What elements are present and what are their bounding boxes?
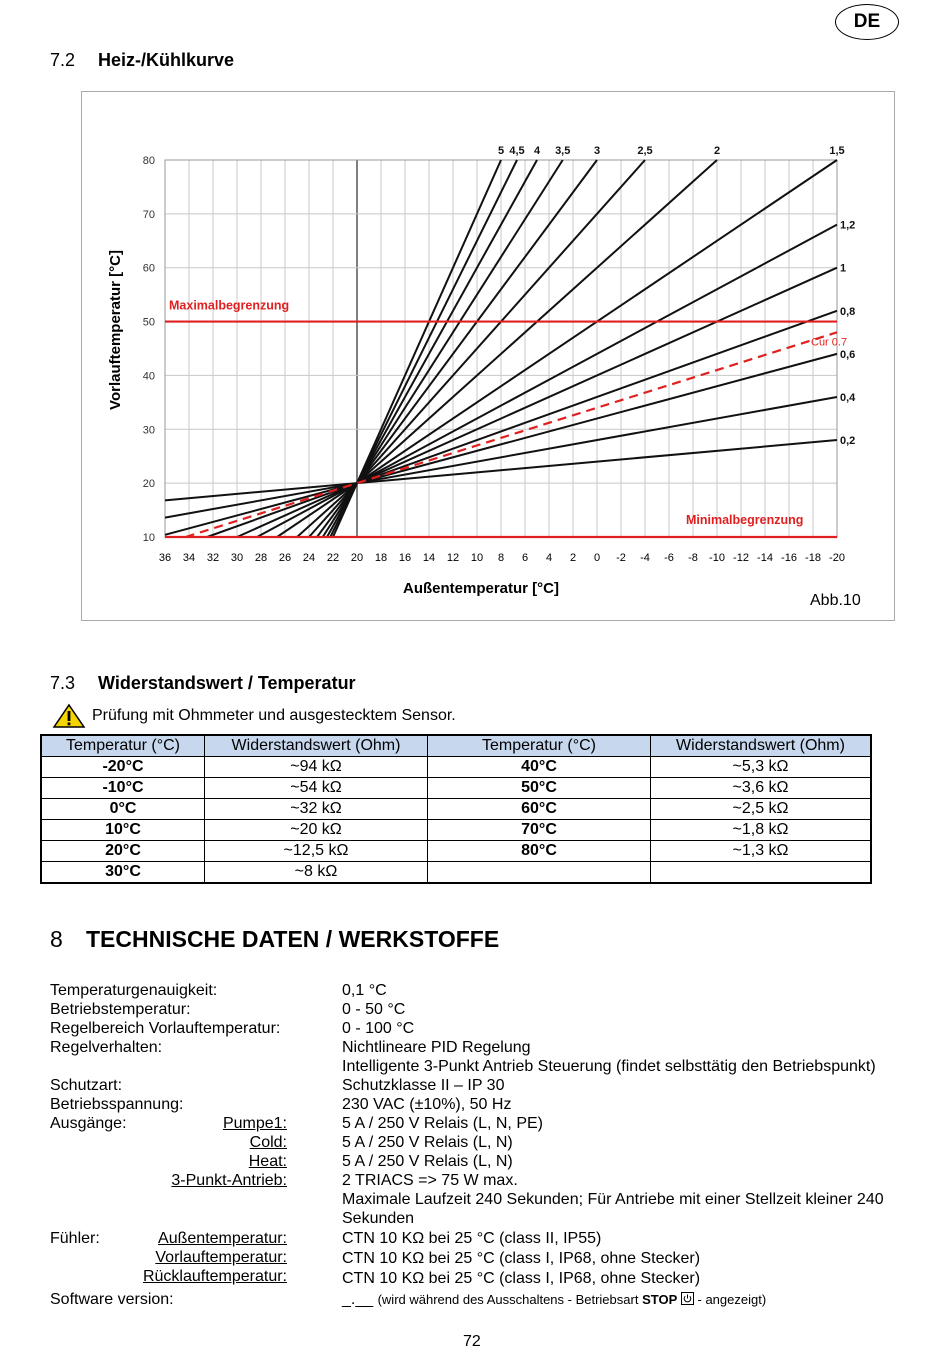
section-number: 8: [50, 926, 63, 952]
table-cell: ~2,5 kΩ: [651, 799, 872, 820]
y-tick-label: 20: [142, 478, 155, 491]
heating-curve-line: [257, 225, 837, 537]
table-cell: ~20 kΩ: [205, 820, 428, 841]
spec-value: 2 TRIACS => 75 W max.: [342, 1172, 518, 1189]
spec-label: Ausgänge:: [50, 1115, 127, 1132]
x-tick-label: 16: [398, 552, 412, 564]
table-cell: ~1,8 kΩ: [651, 820, 872, 841]
spec-label: Software version:: [50, 1291, 174, 1308]
x-tick-label: -18: [805, 552, 821, 564]
current-curve-label: Cur 0.7: [811, 336, 848, 349]
spec-sublabel: Rücklauftemperatur:: [142, 1268, 287, 1285]
curve-label: 1: [840, 262, 847, 275]
stop-label: STOP: [642, 1292, 678, 1307]
spec-label: Temperaturgenauigkeit:: [50, 982, 218, 999]
table-row: [41, 820, 871, 841]
spec-value: 5 A / 250 V Relais (L, N): [342, 1134, 513, 1151]
y-axis-label: Vorlauftemperatur [°C]: [107, 250, 124, 410]
column-header: Temperatur (°C): [41, 735, 205, 757]
spec-sublabel: Außentemperatur:: [158, 1230, 287, 1247]
curve-label: 0,8: [840, 305, 856, 318]
spec-value: 5 A / 250 V Relais (L, N, PE): [342, 1115, 543, 1132]
spec-value: Nichtlineare PID Regelung: [342, 1039, 531, 1056]
spec-label: Fühler:: [50, 1230, 100, 1247]
y-tick-label: 60: [142, 262, 155, 275]
spec-value: CTN 10 KΩ bei 25 °C (class I, IP68, ohne Stecker): [342, 1270, 701, 1287]
table-cell: 70°C: [428, 820, 651, 841]
curve-label: 5: [497, 145, 505, 157]
table-cell: 0°C: [41, 799, 205, 820]
spec-value: CTN 10 KΩ bei 25 °C (class II, IP55): [342, 1230, 602, 1247]
x-tick-label: -16: [781, 552, 797, 564]
table-row: [41, 778, 871, 799]
x-tick-label: -12: [733, 552, 749, 564]
x-tick-label: 34: [182, 552, 196, 564]
x-tick-label: 0: [593, 552, 601, 564]
x-tick-label: 2: [569, 552, 577, 564]
x-tick-label: -2: [616, 552, 626, 564]
x-tick-label: -10: [709, 552, 725, 564]
current-curve-line: [186, 332, 837, 537]
heating-curve-line: [207, 311, 837, 537]
curve-label: 0,4: [840, 391, 856, 404]
x-tick-label: 4: [545, 552, 553, 564]
curve-label: 1,5: [829, 145, 845, 157]
table-cell: 30°C: [41, 862, 205, 884]
spec-value: 230 VAC (±10%), 50 Hz: [342, 1096, 512, 1113]
spec-label: Regelverhalten:: [50, 1039, 163, 1056]
x-tick-label: 36: [158, 552, 172, 564]
column-header: Widerstandswert (Ohm): [651, 735, 872, 757]
table-header-row: [41, 735, 871, 757]
x-tick-label: 18: [374, 552, 388, 564]
table-cell: -10°C: [41, 778, 205, 799]
min-limit-label: Minimalbegrenzung: [686, 513, 804, 527]
spec-sublabel: Cold:: [249, 1134, 287, 1151]
spec-value: 0 - 100 °C: [342, 1020, 415, 1037]
spec-value: [342, 1290, 766, 1309]
spec-value: Intelligente 3-Punkt Antrieb Steuerung (findet selbsttätig den Betriebspunkt): [342, 1058, 876, 1075]
x-tick-label: 22: [326, 552, 340, 564]
spec-value: CTN 10 KΩ bei 25 °C (class I, IP68, ohne Stecker): [342, 1250, 701, 1267]
table-row: [41, 841, 871, 862]
table-cell: 10°C: [41, 820, 205, 841]
table-cell: 60°C: [428, 799, 651, 820]
spec-label: Betriebsspannung:: [50, 1096, 184, 1113]
x-tick-label: 28: [254, 552, 268, 564]
table-cell: ~3,6 kΩ: [651, 778, 872, 799]
y-tick-label: 50: [142, 316, 155, 329]
table-row: [41, 799, 871, 820]
language-badge: DE: [835, 4, 899, 40]
section-number: 7.2: [50, 50, 76, 70]
x-tick-label: -6: [664, 552, 674, 564]
table-cell: 50°C: [428, 778, 651, 799]
x-tick-label: 30: [230, 552, 244, 564]
curve-label: 4,5: [509, 145, 525, 157]
x-tick-label: -14: [757, 552, 773, 564]
software-note-text: (wird während des Ausschaltens - Betriebsart: [377, 1292, 639, 1307]
table-cell: ~5,3 kΩ: [651, 757, 872, 778]
spec-label: Regelbereich Vorlauftemperatur:: [50, 1020, 281, 1037]
table-cell: 20°C: [41, 841, 205, 862]
page-number: 72: [463, 1333, 481, 1350]
curve-label: 4: [533, 145, 541, 157]
x-tick-label: 10: [470, 552, 484, 564]
table-cell: ~32 kΩ: [205, 799, 428, 820]
heating-curve-chart: [0, 0, 950, 640]
spec-value: 0,1 °C: [342, 982, 387, 999]
table-cell: [428, 862, 651, 884]
spec-value: Schutzklasse II – IP 30: [342, 1077, 505, 1094]
section-title: Widerstandswert / Temperatur: [98, 673, 356, 693]
curve-label: 1,2: [840, 219, 856, 232]
table-row: [41, 862, 871, 884]
curve-label: 3: [593, 145, 601, 157]
table-cell: ~54 kΩ: [205, 778, 428, 799]
table-cell: ~94 kΩ: [205, 757, 428, 778]
resistance-table: [40, 734, 872, 884]
column-header: Widerstandswert (Ohm): [205, 735, 428, 757]
software-note: [378, 1292, 767, 1307]
spec-sublabel: Vorlauftemperatur:: [155, 1249, 287, 1266]
x-tick-label: -20: [829, 552, 845, 564]
x-tick-label: -4: [640, 552, 650, 564]
x-tick-label: 12: [446, 552, 460, 564]
curve-label: 0,6: [840, 348, 856, 361]
section-heading-7-3: [50, 673, 356, 694]
spec-label: Schutzart:: [50, 1077, 123, 1094]
table-cell: 80°C: [428, 841, 651, 862]
software-version-value: _.__: [342, 1291, 374, 1308]
y-tick-label: 80: [142, 155, 155, 167]
spec-sublabel: 3-Punkt-Antrieb:: [171, 1172, 287, 1189]
x-tick-label: 24: [302, 552, 316, 564]
spec-value: Sekunden: [342, 1210, 415, 1227]
table-cell: 40°C: [428, 757, 651, 778]
x-tick-label: 32: [206, 552, 220, 564]
section-title: Heiz-/Kühlkurve: [98, 50, 235, 70]
table-cell: ~12,5 kΩ: [205, 841, 428, 862]
x-axis-label: Außentemperatur [°C]: [402, 580, 560, 597]
curve-label: 0,2: [840, 435, 856, 448]
curve-label: 3,5: [555, 145, 571, 157]
y-tick-label: 30: [142, 424, 155, 437]
y-tick-label: 70: [142, 208, 155, 221]
curve-label: 2: [713, 145, 721, 157]
table-row: [41, 757, 871, 778]
x-tick-label: 26: [278, 552, 292, 564]
x-tick-label: 20: [350, 552, 364, 564]
x-tick-label: 8: [497, 552, 505, 564]
section-title: TECHNISCHE DATEN / WERKSTOFFE: [86, 926, 500, 952]
warning-text: Prüfung mit Ohmmeter und ausgestecktem Sensor.: [92, 707, 456, 724]
figure-caption: Abb.10: [810, 592, 861, 609]
warning-note: [52, 703, 456, 729]
column-header: Temperatur (°C): [428, 735, 651, 757]
section-heading-8: [50, 926, 499, 953]
section-number: 7.3: [50, 673, 76, 693]
x-tick-label: 14: [422, 552, 436, 564]
y-tick-label: 10: [142, 532, 155, 544]
spec-value: Maximale Laufzeit 240 Sekunden; Für Antriebe mit einer Stellzeit kleiner 240: [342, 1191, 884, 1208]
spec-sublabel: Heat:: [248, 1153, 287, 1170]
warning-icon: [52, 703, 86, 729]
table-cell: [651, 862, 872, 884]
table-cell: ~8 kΩ: [205, 862, 428, 884]
spec-label: Betriebstemperatur:: [50, 1001, 191, 1018]
curve-label: 2,5: [637, 145, 653, 157]
table-cell: ~1,3 kΩ: [651, 841, 872, 862]
y-tick-label: 40: [142, 370, 155, 383]
max-limit-label: Maximalbegrenzung: [169, 298, 290, 313]
power-icon: [681, 1292, 694, 1305]
spec-value: 0 - 50 °C: [342, 1001, 406, 1018]
x-tick-label: 6: [521, 552, 529, 564]
heating-curve-line: [237, 268, 837, 537]
spec-value: 5 A / 250 V Relais (L, N): [342, 1153, 513, 1170]
x-tick-label: -8: [688, 552, 698, 564]
table-cell: -20°C: [41, 757, 205, 778]
software-note-text: - angezeigt): [697, 1292, 767, 1307]
spec-sublabel: Pumpe1:: [222, 1115, 287, 1132]
